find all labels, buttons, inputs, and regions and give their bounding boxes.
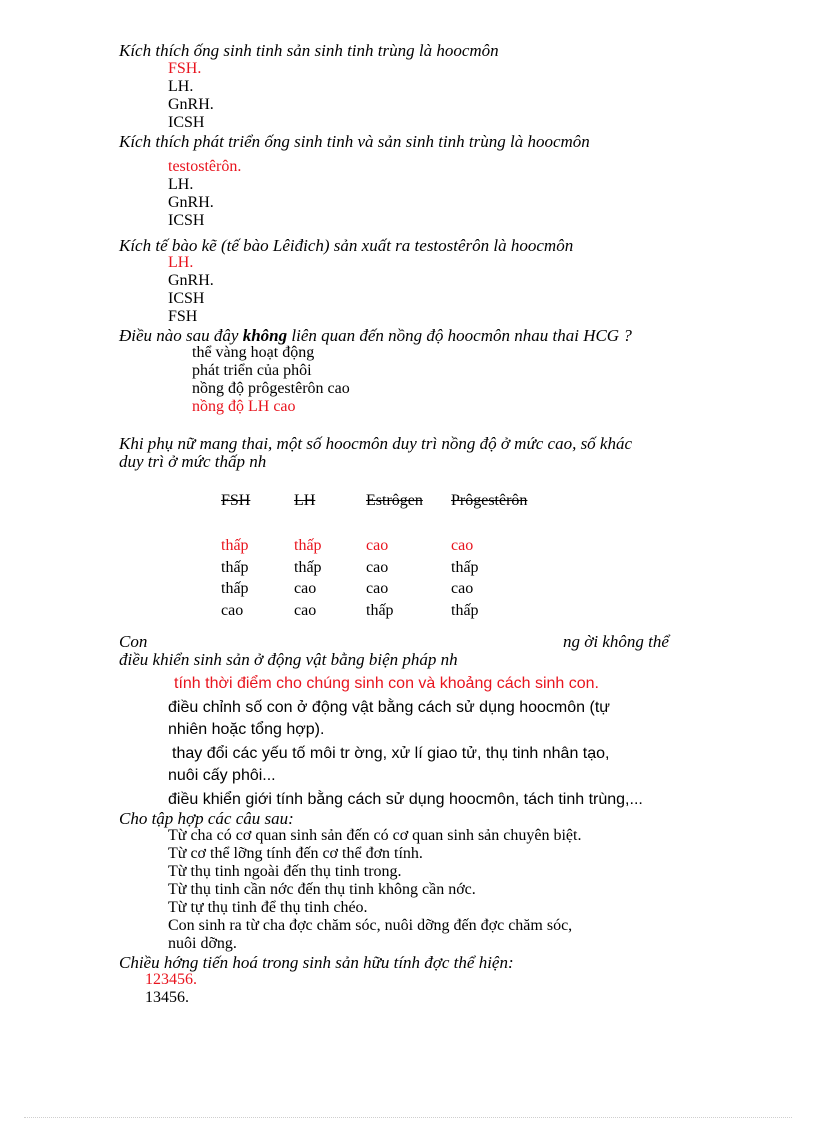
q1-option-1: FSH. xyxy=(168,60,202,77)
q7-item-5: Từ tự thụ tinh để thụ tinh chéo. xyxy=(168,899,368,916)
q2-option-3: GnRH. xyxy=(168,194,214,211)
q6-option-3: thay đổi các yếu tố môi tr ờng, xử lí giao tử, thụ tinh nhân tạo, xyxy=(172,745,610,762)
question-5-line-1: Khi phụ nữ mang thai, một số hoocmôn duy trì nồng độ ở mức cao, số khác xyxy=(119,434,633,453)
question-7: Chiều hớng tiến hoá trong sinh sản hữu tính đợc thể hiện: xyxy=(119,953,514,972)
q7-intro: Cho tập hợp các câu sau: xyxy=(119,809,294,828)
q4-option-1: thể vàng hoạt động xyxy=(192,344,315,361)
question-1: Kích thích ống sinh tinh sản sinh tinh trùng là hoocmôn xyxy=(119,41,499,60)
q7-item-2: Từ cơ thể lỡng tính đến cơ thể đơn tính. xyxy=(168,845,423,862)
q3-option-4: FSH xyxy=(168,308,198,325)
table-header-estrogen: Estrôgen xyxy=(366,492,423,509)
question-5-line-2: duy trì ở mức thấp nh xyxy=(119,452,267,471)
question-6-left: Con xyxy=(119,632,148,651)
q6-option-1: tính thời điểm cho chúng sinh con và khoảng cách sinh con. xyxy=(174,675,599,692)
q2-option-4: ICSH xyxy=(168,212,205,229)
table-header-fsh: FSH xyxy=(221,492,251,509)
q1-option-3: GnRH. xyxy=(168,96,214,113)
q3-option-1: LH. xyxy=(168,254,194,271)
q4-option-2: phát triển của phôi xyxy=(192,362,312,379)
question-3: Kích tế bào kẽ (tế bào Lêiđich) sản xuất ra testostêrôn là hoocmôn xyxy=(119,236,574,255)
q1-option-4: ICSH xyxy=(168,114,205,131)
q7-item-1: Từ cha có cơ quan sinh sản đến có cơ quan sinh sản chuyên biệt. xyxy=(168,827,582,844)
q4-option-3: nồng độ prôgestêrôn cao xyxy=(192,380,350,397)
table-cell: cao xyxy=(366,537,389,554)
table-cell: thấp xyxy=(221,559,249,576)
table-cell: thấp xyxy=(294,537,322,554)
table-cell: thấp xyxy=(366,602,394,619)
q6-option-2: điều chỉnh số con ở động vật bằng cách sử dụng hoocmôn (tự xyxy=(168,699,610,716)
table-cell: cao xyxy=(451,580,474,597)
question-6-right: ng ời không thể xyxy=(563,632,669,651)
q2-option-1: testostêrôn. xyxy=(168,158,242,175)
table-cell: cao xyxy=(294,602,317,619)
table-cell: thấp xyxy=(294,559,322,576)
table-header-lh: LH xyxy=(294,492,316,509)
q6-option-3-cont: nuôi cấy phôi... xyxy=(168,767,276,784)
table-cell: cao xyxy=(366,559,389,576)
q3-option-3: ICSH xyxy=(168,290,205,307)
table-cell: thấp xyxy=(221,537,249,554)
q4-text-post: liên quan đến nồng độ hoocmôn nhau thai HCG ? xyxy=(287,326,632,345)
table-cell: thấp xyxy=(451,559,479,576)
q7-item-6-cont: nuôi dỡng. xyxy=(168,935,237,952)
q3-option-2: GnRH. xyxy=(168,272,214,289)
table-cell: thấp xyxy=(221,580,249,597)
table-cell: cao xyxy=(294,580,317,597)
q7-option-2: 13456. xyxy=(145,989,189,1006)
q6-option-2-cont: nhiên hoặc tổng hợp). xyxy=(168,721,325,738)
table-cell: thấp xyxy=(451,602,479,619)
q6-option-4: điều khiển giới tính bằng cách sử dụng hoocmôn, tách tinh trùng,... xyxy=(168,791,643,808)
q7-item-6: Con sinh ra từ cha đợc chăm sóc, nuôi dỡng đến đợc chăm sóc, xyxy=(168,917,573,934)
table-cell: cao xyxy=(451,537,474,554)
table-cell: cao xyxy=(221,602,244,619)
q4-text-pre: Điều nào sau đây xyxy=(119,326,243,345)
q4-text-emphasis: không xyxy=(242,326,288,345)
q1-option-2: LH. xyxy=(168,78,194,95)
q7-option-1: 123456. xyxy=(145,971,197,988)
question-4 xyxy=(119,327,632,344)
q7-item-3: Từ thụ tinh ngoài đến thụ tinh trong. xyxy=(168,863,402,880)
q4-option-4: nồng độ LH cao xyxy=(192,398,296,415)
q2-option-2: LH. xyxy=(168,176,194,193)
page-footer-divider xyxy=(24,1117,792,1118)
table-header-progesteron: Prôgestêrôn xyxy=(451,492,528,509)
q7-item-4: Từ thụ tinh cần nớc đến thụ tinh không cần nớc. xyxy=(168,881,476,898)
question-6-line-2: điều khiển sinh sản ở động vật bằng biện pháp nh xyxy=(119,650,458,669)
table-cell: cao xyxy=(366,580,389,597)
question-2: Kích thích phát triển ống sinh tinh và sản sinh tinh trùng là hoocmôn xyxy=(119,132,590,151)
